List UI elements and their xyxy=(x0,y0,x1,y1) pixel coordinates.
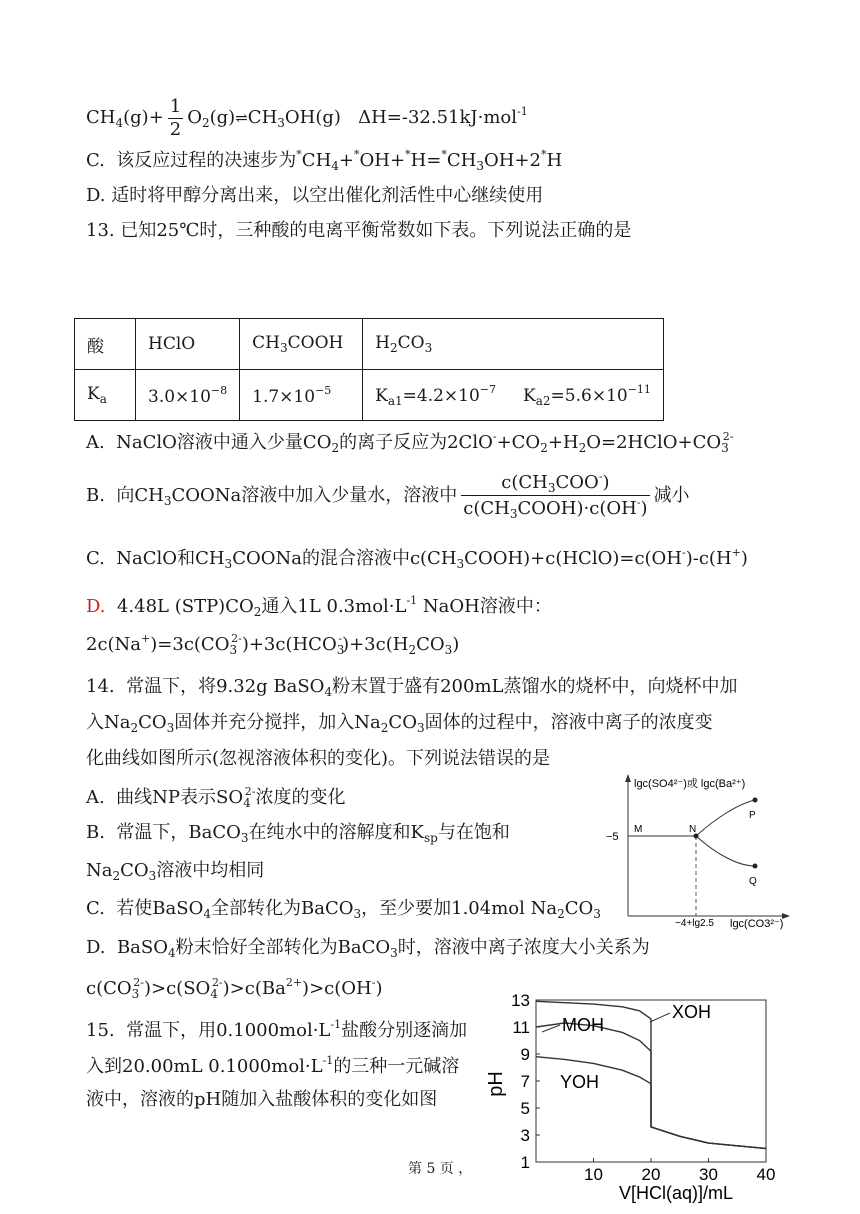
point-q xyxy=(753,864,758,869)
q12-equation: $CH_4(g)+$ $\frac{1}{2}$ $O_2(g)\rightleftharpoons CH_3OH(g)$ ΔH=-32.51kJ·mol$^{-1}$ xyxy=(86,96,528,140)
q15-line2: 入到20.00mL $0.1000mol\cdot L^{-1}$的三种一元碱溶 xyxy=(86,1054,460,1077)
table-cell: $CH_3COOH$ xyxy=(240,319,363,370)
table-cell: 酸 xyxy=(75,319,136,370)
y-tick: −5 xyxy=(606,831,619,843)
table-row xyxy=(75,370,664,421)
q14-figure xyxy=(598,770,798,930)
q13-option-a: A. NaClO溶液中通入少量$CO_2$的离子反应为$2ClO^-+CO_2+H_2O=2HClO+CO_3^{2-}$ xyxy=(86,430,734,455)
q14-option-a: A. 曲线NP表示$SO_4^{2-}$浓度的变化 xyxy=(86,785,346,810)
q14-stem-line2: 入$Na_2CO_3$固体并充分搅拌，加入$Na_2CO_3$固体的过程中，溶液中离子的浓度变 xyxy=(86,712,713,735)
x-tick-label: 20 xyxy=(641,1165,661,1184)
q12-option-c: C. 该反应过程的决速步为$^*CH_4+^*OH+^*H=^*CH_3OH+2^*H$ xyxy=(86,148,563,173)
q14-option-b-line2: $Na_2CO_3$溶液中均相同 xyxy=(86,860,265,883)
y-tick-label: 5 xyxy=(520,1099,530,1118)
acid-constants-table xyxy=(74,318,664,421)
series-label-yoh: YOH xyxy=(560,1072,600,1092)
y-axis-label: pH xyxy=(485,1071,507,1097)
y-axis-arrow xyxy=(625,774,631,782)
y-tick-label: 1 xyxy=(520,1153,530,1172)
x-tick-label: 10 xyxy=(584,1165,603,1184)
q13-stem: 13. 已知25℃时，三种酸的电离平衡常数如下表。下列说法正确的是 xyxy=(86,220,632,241)
label-p: P xyxy=(749,810,756,821)
q14-option-b-line1: B. 常温下，BaCO$_3$在纯水中的溶解度和$K_{sp}$与在饱和 xyxy=(86,822,510,845)
table-row xyxy=(75,319,664,370)
q13-option-d-equation: $2c(Na^+)=3c(CO_3^{2-})+3c(HCO_3^-)+3c(H_2CO_3)$ xyxy=(86,632,460,657)
q15-line1: 15. 常温下，用$0.1000mol\cdot L^{-1}$盐酸分别逐滴加 xyxy=(86,1018,468,1041)
label-n: N xyxy=(689,824,697,835)
q14-option-c: C. 若使BaSO$_4$全部转化为BaCO$_3$，至少要加1.04mol $Na_2CO_3$ xyxy=(86,898,601,921)
table-cell: $K_{a1}=4.2\times 10^{-7}$ $K_{a2}=5.6\times 10^{-11}$ xyxy=(363,370,664,421)
label-m: M xyxy=(634,824,643,835)
y-tick-label: 3 xyxy=(520,1126,530,1145)
table-cell: $3.0\times 10^{-8}$ xyxy=(136,370,240,421)
y-tick-label: 11 xyxy=(512,1018,530,1037)
ph-titration-chart xyxy=(484,992,780,1206)
curve-nq xyxy=(696,836,755,866)
table-cell: $1.7\times 10^{-5}$ xyxy=(240,370,363,421)
y-tick-label: 13 xyxy=(511,992,530,1010)
q14-option-d: D. BaSO$_4$粉末恰好全部转化为BaCO$_3$时，溶液中离子浓度大小关系为 xyxy=(86,937,650,960)
series-label-xoh: XOH xyxy=(672,1002,712,1022)
table-cell: $K_a$ xyxy=(75,370,136,421)
x-axis-label: lgc(CO3²⁻) xyxy=(730,918,784,930)
q14-option-d-equation: $c(CO_3^{2-})>c(SO_4^{2-})>c(Ba^{2+})>c(OH^-)$ xyxy=(86,976,383,1001)
x-axis-label: V[HCl(aq)]/mL xyxy=(618,1183,734,1203)
y-axis-label: lgc(SO4²⁻)或 lgc(Ba²⁺) xyxy=(634,778,746,790)
x-tick-label: 30 xyxy=(699,1165,718,1184)
x-tick-label: 40 xyxy=(756,1165,776,1184)
q13-option-c: C. NaClO和$CH_3COONa$的混合溶液中$c(CH_3COOH)+c(HClO)=c(OH^-)-c(H^+)$ xyxy=(86,546,748,571)
leader-xoh xyxy=(650,1013,670,1022)
table-cell: $H_2CO_3$ xyxy=(363,319,664,370)
q13-option-d: D. 4.48L $(STP)CO_2$通入1L $0.3mol\cdot L^{-1}$ NaOH溶液中： xyxy=(86,594,552,619)
table-cell: HClO xyxy=(136,319,240,370)
x-tick: −4+lg2.5 xyxy=(675,918,714,929)
q13-option-b: B. 向$CH_3COONa$溶液中加入少量水，溶液中 $\frac{c(CH_3COO^-)}{c(CH_3COOH)\cdot c(OH^-)}$ 减小 xyxy=(86,470,690,522)
series-label-moh: MOH xyxy=(562,1015,604,1035)
q15-line3: 液中，溶液的pH随加入盐酸体积的变化如图 xyxy=(86,1089,438,1110)
curve-np xyxy=(696,800,755,836)
page-footer: 第 5 页 ， xyxy=(408,1161,473,1177)
label-q: Q xyxy=(749,876,757,887)
y-tick-label: 9 xyxy=(520,1045,530,1064)
y-tick-label: 7 xyxy=(520,1072,530,1091)
q12-option-d: D. 适时将甲醇分离出来，以空出催化剂活性中心继续使用 xyxy=(86,185,544,206)
q14-stem-line3: 化曲线如图所示(忽视溶液体积的变化)。下列说法错误的是 xyxy=(86,748,551,769)
q14-stem-line1: 14. 常温下，将9.32g BaSO$_4$粉末置于盛有200mL蒸馏水的烧杯中，向烧杯中加 xyxy=(86,676,738,699)
point-p xyxy=(753,798,758,803)
